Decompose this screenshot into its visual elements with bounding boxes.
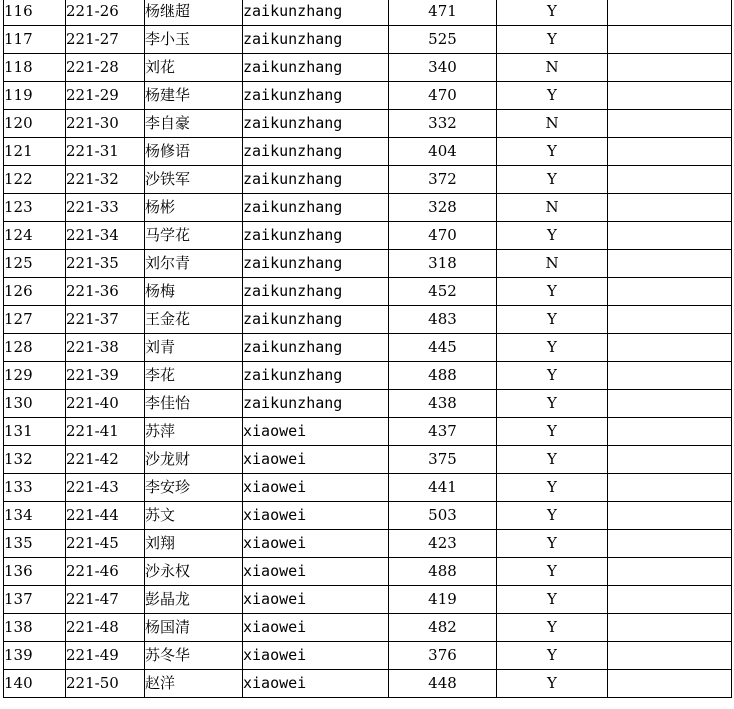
row-number-cell[interactable]: 128 bbox=[4, 334, 66, 362]
score-cell[interactable]: 437 bbox=[389, 418, 497, 446]
username-cell[interactable]: zaikunzhang bbox=[243, 82, 389, 110]
flag-cell[interactable]: Y bbox=[497, 670, 608, 698]
flag-cell[interactable]: Y bbox=[497, 26, 608, 54]
empty-cell[interactable] bbox=[608, 670, 732, 698]
row-number-cell[interactable]: 133 bbox=[4, 474, 66, 502]
table-row bbox=[4, 390, 732, 418]
score-cell[interactable]: 488 bbox=[389, 362, 497, 390]
empty-cell[interactable] bbox=[608, 194, 732, 222]
empty-cell[interactable] bbox=[608, 82, 732, 110]
score-cell[interactable]: 441 bbox=[389, 474, 497, 502]
empty-cell[interactable] bbox=[608, 250, 732, 278]
username-cell[interactable]: zaikunzhang bbox=[243, 362, 389, 390]
username-cell[interactable]: zaikunzhang bbox=[243, 250, 389, 278]
score-cell[interactable]: 375 bbox=[389, 446, 497, 474]
score-cell[interactable]: 525 bbox=[389, 26, 497, 54]
score-cell[interactable]: 318 bbox=[389, 250, 497, 278]
table-row bbox=[4, 54, 732, 82]
table-row bbox=[4, 502, 732, 530]
table-row bbox=[4, 558, 732, 586]
empty-cell[interactable] bbox=[608, 446, 732, 474]
table-row bbox=[4, 418, 732, 446]
username-cell[interactable]: xiaowei bbox=[243, 586, 389, 614]
code-cell[interactable]: 221-34 bbox=[66, 222, 145, 250]
name-cell[interactable]: 沙龙财 bbox=[145, 446, 243, 474]
name-cell[interactable]: 马学花 bbox=[145, 222, 243, 250]
table-row bbox=[4, 166, 732, 194]
flag-cell[interactable]: Y bbox=[497, 306, 608, 334]
row-number-cell[interactable]: 131 bbox=[4, 418, 66, 446]
table-row bbox=[4, 670, 732, 698]
flag-cell[interactable]: Y bbox=[497, 166, 608, 194]
flag-cell[interactable]: N bbox=[497, 110, 608, 138]
flag-cell[interactable]: N bbox=[497, 250, 608, 278]
name-cell[interactable]: 杨梅 bbox=[145, 278, 243, 306]
table-row bbox=[4, 138, 732, 166]
row-number-cell[interactable]: 124 bbox=[4, 222, 66, 250]
username-cell[interactable]: xiaowei bbox=[243, 670, 389, 698]
row-number-cell[interactable]: 116 bbox=[4, 0, 66, 26]
flag-cell[interactable]: Y bbox=[497, 362, 608, 390]
name-cell[interactable]: 李花 bbox=[145, 362, 243, 390]
code-cell[interactable]: 221-44 bbox=[66, 502, 145, 530]
name-cell[interactable]: 苏文 bbox=[145, 502, 243, 530]
table-row bbox=[4, 334, 732, 362]
score-cell[interactable]: 448 bbox=[389, 670, 497, 698]
name-cell[interactable]: 杨修语 bbox=[145, 138, 243, 166]
score-cell[interactable]: 423 bbox=[389, 530, 497, 558]
row-number-cell[interactable]: 126 bbox=[4, 278, 66, 306]
score-cell[interactable]: 372 bbox=[389, 166, 497, 194]
row-number-cell[interactable]: 127 bbox=[4, 306, 66, 334]
empty-cell[interactable] bbox=[608, 642, 732, 670]
name-cell[interactable]: 赵洋 bbox=[145, 670, 243, 698]
username-cell[interactable]: zaikunzhang bbox=[243, 0, 389, 26]
username-cell[interactable]: zaikunzhang bbox=[243, 194, 389, 222]
empty-cell[interactable] bbox=[608, 418, 732, 446]
name-cell[interactable]: 杨建华 bbox=[145, 82, 243, 110]
flag-cell[interactable]: Y bbox=[497, 278, 608, 306]
username-cell[interactable]: xiaowei bbox=[243, 446, 389, 474]
code-cell[interactable]: 221-40 bbox=[66, 390, 145, 418]
code-cell[interactable]: 221-48 bbox=[66, 614, 145, 642]
score-cell[interactable]: 419 bbox=[389, 586, 497, 614]
score-cell[interactable]: 404 bbox=[389, 138, 497, 166]
username-cell[interactable]: xiaowei bbox=[243, 558, 389, 586]
name-cell[interactable]: 刘花 bbox=[145, 54, 243, 82]
flag-cell[interactable]: Y bbox=[497, 334, 608, 362]
code-cell[interactable]: 221-41 bbox=[66, 418, 145, 446]
code-cell[interactable]: 221-29 bbox=[66, 82, 145, 110]
table-row bbox=[4, 362, 732, 390]
row-number-cell[interactable]: 117 bbox=[4, 26, 66, 54]
row-number-cell[interactable]: 138 bbox=[4, 614, 66, 642]
row-number-cell[interactable]: 118 bbox=[4, 54, 66, 82]
code-cell[interactable]: 221-31 bbox=[66, 138, 145, 166]
username-cell[interactable]: zaikunzhang bbox=[243, 54, 389, 82]
table-row bbox=[4, 474, 732, 502]
name-cell[interactable]: 苏冬华 bbox=[145, 642, 243, 670]
row-number-cell[interactable]: 129 bbox=[4, 362, 66, 390]
username-cell[interactable]: zaikunzhang bbox=[243, 110, 389, 138]
score-cell[interactable]: 438 bbox=[389, 390, 497, 418]
table-row bbox=[4, 110, 732, 138]
row-number-cell[interactable]: 140 bbox=[4, 670, 66, 698]
name-cell[interactable]: 李佳怡 bbox=[145, 390, 243, 418]
name-cell[interactable]: 刘青 bbox=[145, 334, 243, 362]
table-row bbox=[4, 26, 732, 54]
flag-cell[interactable]: Y bbox=[497, 642, 608, 670]
empty-cell[interactable] bbox=[608, 362, 732, 390]
username-cell[interactable]: zaikunzhang bbox=[243, 138, 389, 166]
code-cell[interactable]: 221-46 bbox=[66, 558, 145, 586]
name-cell[interactable]: 沙铁军 bbox=[145, 166, 243, 194]
empty-cell[interactable] bbox=[608, 278, 732, 306]
code-cell[interactable]: 221-27 bbox=[66, 26, 145, 54]
username-cell[interactable]: zaikunzhang bbox=[243, 390, 389, 418]
username-cell[interactable]: xiaowei bbox=[243, 418, 389, 446]
name-cell[interactable]: 李安珍 bbox=[145, 474, 243, 502]
name-cell[interactable]: 李小玉 bbox=[145, 26, 243, 54]
name-cell[interactable]: 沙永权 bbox=[145, 558, 243, 586]
table-row bbox=[4, 530, 732, 558]
username-cell[interactable]: zaikunzhang bbox=[243, 334, 389, 362]
username-cell[interactable]: xiaowei bbox=[243, 530, 389, 558]
empty-cell[interactable] bbox=[608, 0, 732, 26]
empty-cell[interactable] bbox=[608, 474, 732, 502]
empty-cell[interactable] bbox=[608, 586, 732, 614]
name-cell[interactable]: 杨继超 bbox=[145, 0, 243, 26]
score-cell[interactable]: 452 bbox=[389, 278, 497, 306]
score-cell[interactable]: 471 bbox=[389, 0, 497, 26]
empty-cell[interactable] bbox=[608, 222, 732, 250]
username-cell[interactable]: zaikunzhang bbox=[243, 26, 389, 54]
code-cell[interactable]: 221-26 bbox=[66, 0, 145, 26]
score-cell[interactable]: 483 bbox=[389, 306, 497, 334]
flag-cell[interactable]: Y bbox=[497, 390, 608, 418]
code-cell[interactable]: 221-47 bbox=[66, 586, 145, 614]
flag-cell[interactable]: Y bbox=[497, 614, 608, 642]
row-number-cell[interactable]: 125 bbox=[4, 250, 66, 278]
flag-cell[interactable]: Y bbox=[497, 530, 608, 558]
name-cell[interactable]: 苏萍 bbox=[145, 418, 243, 446]
score-cell[interactable]: 328 bbox=[389, 194, 497, 222]
table-row bbox=[4, 82, 732, 110]
username-cell[interactable]: zaikunzhang bbox=[243, 278, 389, 306]
code-cell[interactable]: 221-30 bbox=[66, 110, 145, 138]
score-cell[interactable]: 503 bbox=[389, 502, 497, 530]
username-cell[interactable]: xiaowei bbox=[243, 642, 389, 670]
empty-cell[interactable] bbox=[608, 166, 732, 194]
row-number-cell[interactable]: 120 bbox=[4, 110, 66, 138]
score-cell[interactable]: 376 bbox=[389, 642, 497, 670]
empty-cell[interactable] bbox=[608, 138, 732, 166]
table-row bbox=[4, 250, 732, 278]
score-cell[interactable]: 332 bbox=[389, 110, 497, 138]
empty-cell[interactable] bbox=[608, 558, 732, 586]
name-cell[interactable]: 刘尔青 bbox=[145, 250, 243, 278]
username-cell[interactable]: xiaowei bbox=[243, 614, 389, 642]
flag-cell[interactable]: Y bbox=[497, 0, 608, 26]
empty-cell[interactable] bbox=[608, 26, 732, 54]
name-cell[interactable]: 杨国清 bbox=[145, 614, 243, 642]
score-cell[interactable]: 482 bbox=[389, 614, 497, 642]
table-row bbox=[4, 194, 732, 222]
code-cell[interactable]: 221-28 bbox=[66, 54, 145, 82]
row-number-cell[interactable]: 130 bbox=[4, 390, 66, 418]
flag-cell[interactable]: N bbox=[497, 194, 608, 222]
name-cell[interactable]: 彭晶龙 bbox=[145, 586, 243, 614]
score-cell[interactable]: 470 bbox=[389, 82, 497, 110]
flag-cell[interactable]: Y bbox=[497, 138, 608, 166]
table-row bbox=[4, 642, 732, 670]
name-cell[interactable]: 王金花 bbox=[145, 306, 243, 334]
table-body bbox=[4, 0, 732, 698]
code-cell[interactable]: 221-33 bbox=[66, 194, 145, 222]
table-row bbox=[4, 586, 732, 614]
name-cell[interactable]: 李自豪 bbox=[145, 110, 243, 138]
empty-cell[interactable] bbox=[608, 334, 732, 362]
row-number-cell[interactable]: 136 bbox=[4, 558, 66, 586]
row-number-cell[interactable]: 121 bbox=[4, 138, 66, 166]
flag-cell[interactable]: Y bbox=[497, 82, 608, 110]
row-number-cell[interactable]: 137 bbox=[4, 586, 66, 614]
username-cell[interactable]: zaikunzhang bbox=[243, 306, 389, 334]
flag-cell[interactable]: Y bbox=[497, 586, 608, 614]
row-number-cell[interactable]: 119 bbox=[4, 82, 66, 110]
code-cell[interactable]: 221-32 bbox=[66, 166, 145, 194]
score-cell[interactable]: 445 bbox=[389, 334, 497, 362]
table-row bbox=[4, 278, 732, 306]
table-row bbox=[4, 446, 732, 474]
code-cell[interactable]: 221-37 bbox=[66, 306, 145, 334]
code-cell[interactable]: 221-45 bbox=[66, 530, 145, 558]
row-number-cell[interactable]: 135 bbox=[4, 530, 66, 558]
score-cell[interactable]: 488 bbox=[389, 558, 497, 586]
flag-cell[interactable]: Y bbox=[497, 558, 608, 586]
code-cell[interactable]: 221-50 bbox=[66, 670, 145, 698]
row-number-cell[interactable]: 122 bbox=[4, 166, 66, 194]
spreadsheet-table bbox=[3, 0, 732, 698]
code-cell[interactable]: 221-49 bbox=[66, 642, 145, 670]
flag-cell[interactable]: Y bbox=[497, 446, 608, 474]
flag-cell[interactable]: Y bbox=[497, 474, 608, 502]
row-number-cell[interactable]: 134 bbox=[4, 502, 66, 530]
empty-cell[interactable] bbox=[608, 614, 732, 642]
table-row bbox=[4, 0, 732, 26]
username-cell[interactable]: zaikunzhang bbox=[243, 166, 389, 194]
code-cell[interactable]: 221-39 bbox=[66, 362, 145, 390]
flag-cell[interactable]: N bbox=[497, 54, 608, 82]
code-cell[interactable]: 221-38 bbox=[66, 334, 145, 362]
row-number-cell[interactable]: 139 bbox=[4, 642, 66, 670]
username-cell[interactable]: xiaowei bbox=[243, 474, 389, 502]
code-cell[interactable]: 221-43 bbox=[66, 474, 145, 502]
table-row bbox=[4, 222, 732, 250]
empty-cell[interactable] bbox=[608, 390, 732, 418]
flag-cell[interactable]: Y bbox=[497, 418, 608, 446]
empty-cell[interactable] bbox=[608, 54, 732, 82]
table-row bbox=[4, 306, 732, 334]
score-cell[interactable]: 340 bbox=[389, 54, 497, 82]
flag-cell[interactable]: Y bbox=[497, 502, 608, 530]
username-cell[interactable]: xiaowei bbox=[243, 502, 389, 530]
name-cell[interactable]: 杨彬 bbox=[145, 194, 243, 222]
flag-cell[interactable]: Y bbox=[497, 222, 608, 250]
row-number-cell[interactable]: 132 bbox=[4, 446, 66, 474]
name-cell[interactable]: 刘翔 bbox=[145, 530, 243, 558]
empty-cell[interactable] bbox=[608, 502, 732, 530]
empty-cell[interactable] bbox=[608, 110, 732, 138]
username-cell[interactable]: zaikunzhang bbox=[243, 222, 389, 250]
code-cell[interactable]: 221-36 bbox=[66, 278, 145, 306]
code-cell[interactable]: 221-42 bbox=[66, 446, 145, 474]
empty-cell[interactable] bbox=[608, 530, 732, 558]
empty-cell[interactable] bbox=[608, 306, 732, 334]
table-row bbox=[4, 614, 732, 642]
code-cell[interactable]: 221-35 bbox=[66, 250, 145, 278]
row-number-cell[interactable]: 123 bbox=[4, 194, 66, 222]
score-cell[interactable]: 470 bbox=[389, 222, 497, 250]
